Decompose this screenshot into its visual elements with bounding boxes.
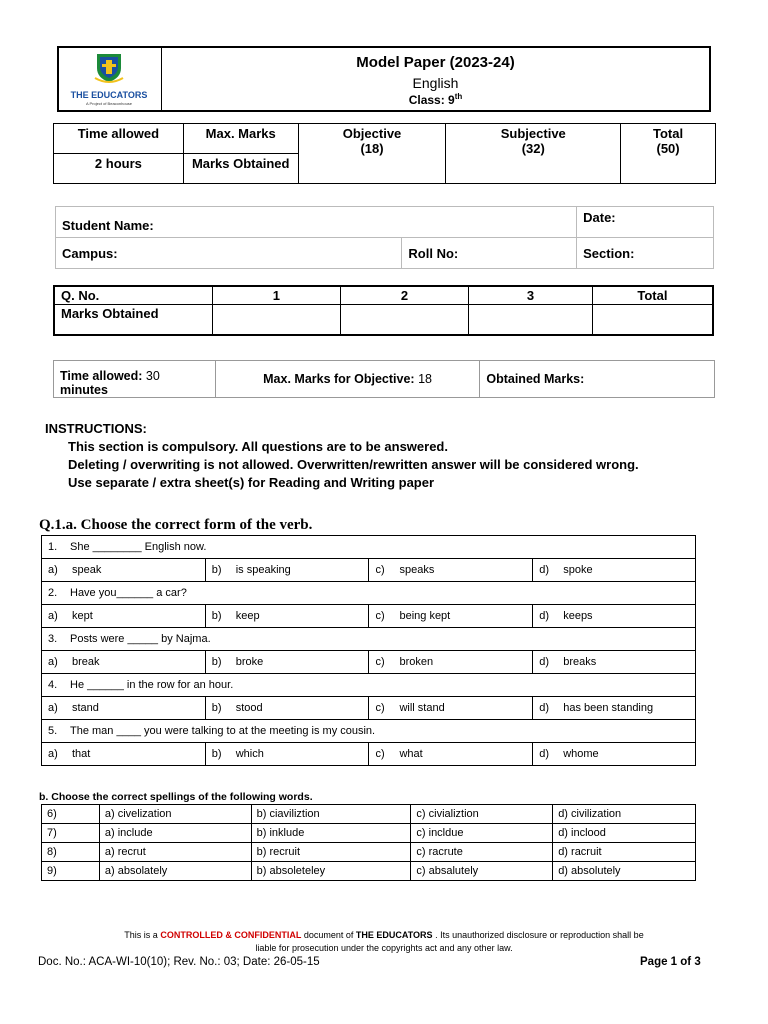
- question-text: 1. She ________ English now.: [42, 536, 696, 559]
- option-c[interactable]: c) being kept: [369, 605, 533, 628]
- option-d[interactable]: d) spoke: [533, 559, 696, 582]
- header-box: [57, 46, 711, 112]
- header-titles: [162, 48, 709, 110]
- spelling-row: [42, 862, 696, 881]
- logo-text: THE EDUCATORS: [70, 90, 148, 100]
- option-a[interactable]: a) kept: [42, 605, 206, 628]
- max-marks-label: Max. Marks: [183, 124, 298, 154]
- question-row: [42, 720, 696, 743]
- q-col-total: Total: [592, 286, 713, 305]
- spelling-number: 9): [42, 862, 100, 881]
- logo-subtext: A Project of Beaconhouse: [85, 101, 133, 106]
- org-name: THE EDUCATORS: [355, 930, 433, 940]
- option-a[interactable]: a) that: [42, 743, 206, 766]
- educators-logo-icon: [59, 48, 162, 110]
- options-row: [42, 651, 696, 674]
- marks-obtained-label: Marks Obtained: [183, 154, 298, 184]
- spelling-table: [41, 804, 696, 881]
- question-row: [42, 582, 696, 605]
- q-col-1: 1: [213, 286, 341, 305]
- instruction-line: This section is compulsory. All questions are to be answered.: [68, 439, 448, 454]
- student-info-table: [55, 206, 714, 269]
- student-name-field[interactable]: Student Name:: [56, 207, 577, 238]
- question-row: [42, 674, 696, 697]
- spelling-row: [42, 843, 696, 862]
- objective-obtained-cell: Obtained Marks:: [480, 361, 715, 398]
- q1a-title: Q.1.a. Choose the correct form of the verb.: [39, 517, 313, 533]
- instruction-line: Use separate / extra sheet(s) for Reading and Writing paper: [68, 475, 435, 490]
- spelling-option-c[interactable]: c) civializtion: [411, 805, 553, 824]
- question-text: 4. He ______ in the row for an hour.: [42, 674, 696, 697]
- spelling-option-a[interactable]: a) recrut: [99, 843, 251, 862]
- instructions: [45, 421, 639, 490]
- subjective-cell: Subjective (32): [446, 124, 621, 184]
- objective-cell: Objective (18): [298, 124, 446, 184]
- option-c[interactable]: c) what: [369, 743, 533, 766]
- spelling-option-b[interactable]: b) ciaviliztion: [251, 805, 411, 824]
- q-col-2: 2: [340, 286, 469, 305]
- spelling-option-d[interactable]: d) racruit: [553, 843, 696, 862]
- spelling-option-b[interactable]: b) absoleteley: [251, 862, 411, 881]
- option-a[interactable]: a) stand: [42, 697, 206, 720]
- question-marks-table: [53, 285, 714, 336]
- spelling-number: 8): [42, 843, 100, 862]
- option-b[interactable]: b) is speaking: [205, 559, 369, 582]
- question-text: 5. The man ____ you were talking to at the meeting is my cousin.: [42, 720, 696, 743]
- subject-title: English: [412, 75, 459, 91]
- spelling-row: [42, 805, 696, 824]
- confidential-label: CONTROLLED & CONFIDENTIAL: [160, 930, 302, 940]
- q1b-title: b. Choose the correct spellings of the following words.: [39, 791, 313, 803]
- logo-cell: [59, 48, 162, 110]
- option-d[interactable]: d) whome: [533, 743, 696, 766]
- instructions-heading: INSTRUCTIONS:: [45, 421, 147, 436]
- option-d[interactable]: d) has been standing: [533, 697, 696, 720]
- total-marks-cell[interactable]: [592, 305, 713, 335]
- spelling-option-c[interactable]: c) incldue: [411, 824, 553, 843]
- option-a[interactable]: a) speak: [42, 559, 206, 582]
- option-c[interactable]: c) speaks: [369, 559, 533, 582]
- option-b[interactable]: b) which: [205, 743, 369, 766]
- spelling-option-a[interactable]: a) include: [99, 824, 251, 843]
- question-row: [42, 536, 696, 559]
- spelling-option-d[interactable]: d) inclood: [553, 824, 696, 843]
- options-row: [42, 559, 696, 582]
- mcq-table: [41, 535, 696, 766]
- paper-title: Model Paper (2023-24): [356, 54, 515, 71]
- footer-notice: This is a CONTROLLED & CONFIDENTIAL document of THE EDUCATORS . Its unauthorized disclosure or reproduction shall be liable for prosecution under the copyrights act and any other law.: [124, 930, 644, 953]
- campus-field[interactable]: Campus:: [56, 238, 402, 269]
- q2-marks-cell[interactable]: [340, 305, 469, 335]
- option-b[interactable]: b) keep: [205, 605, 369, 628]
- spelling-number: 6): [42, 805, 100, 824]
- qno-label: Q. No.: [54, 286, 213, 305]
- objective-time-cell: Time allowed: 30 minutes: [54, 361, 216, 398]
- spelling-option-d[interactable]: d) civilization: [553, 805, 696, 824]
- question-row: [42, 628, 696, 651]
- spelling-option-d[interactable]: d) absolutely: [553, 862, 696, 881]
- marks-table: [53, 123, 716, 184]
- date-field[interactable]: Date:: [577, 207, 714, 238]
- q3-marks-cell[interactable]: [469, 305, 593, 335]
- document-number: Doc. No.: ACA-WI-10(10); Rev. No.: 03; Date: 26-05-15: [38, 956, 320, 968]
- objective-max-cell: Max. Marks for Objective: 18: [215, 361, 480, 398]
- option-d[interactable]: d) keeps: [533, 605, 696, 628]
- question-text: 2. Have you______ a car?: [42, 582, 696, 605]
- spelling-number: 7): [42, 824, 100, 843]
- q1-marks-cell[interactable]: [213, 305, 341, 335]
- option-b[interactable]: b) broke: [205, 651, 369, 674]
- spelling-row: [42, 824, 696, 843]
- options-row: [42, 697, 696, 720]
- spelling-option-a[interactable]: a) civelization: [99, 805, 251, 824]
- option-a[interactable]: a) break: [42, 651, 206, 674]
- options-row: [42, 605, 696, 628]
- option-d[interactable]: d) breaks: [533, 651, 696, 674]
- class-title: Class: 9th: [408, 92, 463, 107]
- page-number: Page 1 of 3: [640, 956, 701, 968]
- hours-value: 2 hours: [54, 154, 184, 184]
- qtable-marks-obtained: Marks Obtained: [54, 305, 213, 335]
- option-c[interactable]: c) will stand: [369, 697, 533, 720]
- objective-info-table: [53, 360, 715, 398]
- question-text: 3. Posts were _____ by Najma.: [42, 628, 696, 651]
- option-b[interactable]: b) stood: [205, 697, 369, 720]
- spelling-option-b[interactable]: b) inklude: [251, 824, 411, 843]
- time-allowed-label: Time allowed: [54, 124, 184, 154]
- spelling-option-a[interactable]: a) absolately: [99, 862, 251, 881]
- option-c[interactable]: c) broken: [369, 651, 533, 674]
- instruction-line: Deleting / overwriting is not allowed. Overwritten/rewritten answer will be considered wrong.: [68, 457, 639, 472]
- section-field[interactable]: Section:: [577, 238, 714, 269]
- spelling-option-c[interactable]: c) absalutely: [411, 862, 553, 881]
- q-col-3: 3: [469, 286, 593, 305]
- options-row: [42, 743, 696, 766]
- spelling-option-c[interactable]: c) racrute: [411, 843, 553, 862]
- roll-no-field[interactable]: Roll No:: [402, 238, 577, 269]
- spelling-option-b[interactable]: b) recruit: [251, 843, 411, 862]
- total-cell: Total (50): [621, 124, 716, 184]
